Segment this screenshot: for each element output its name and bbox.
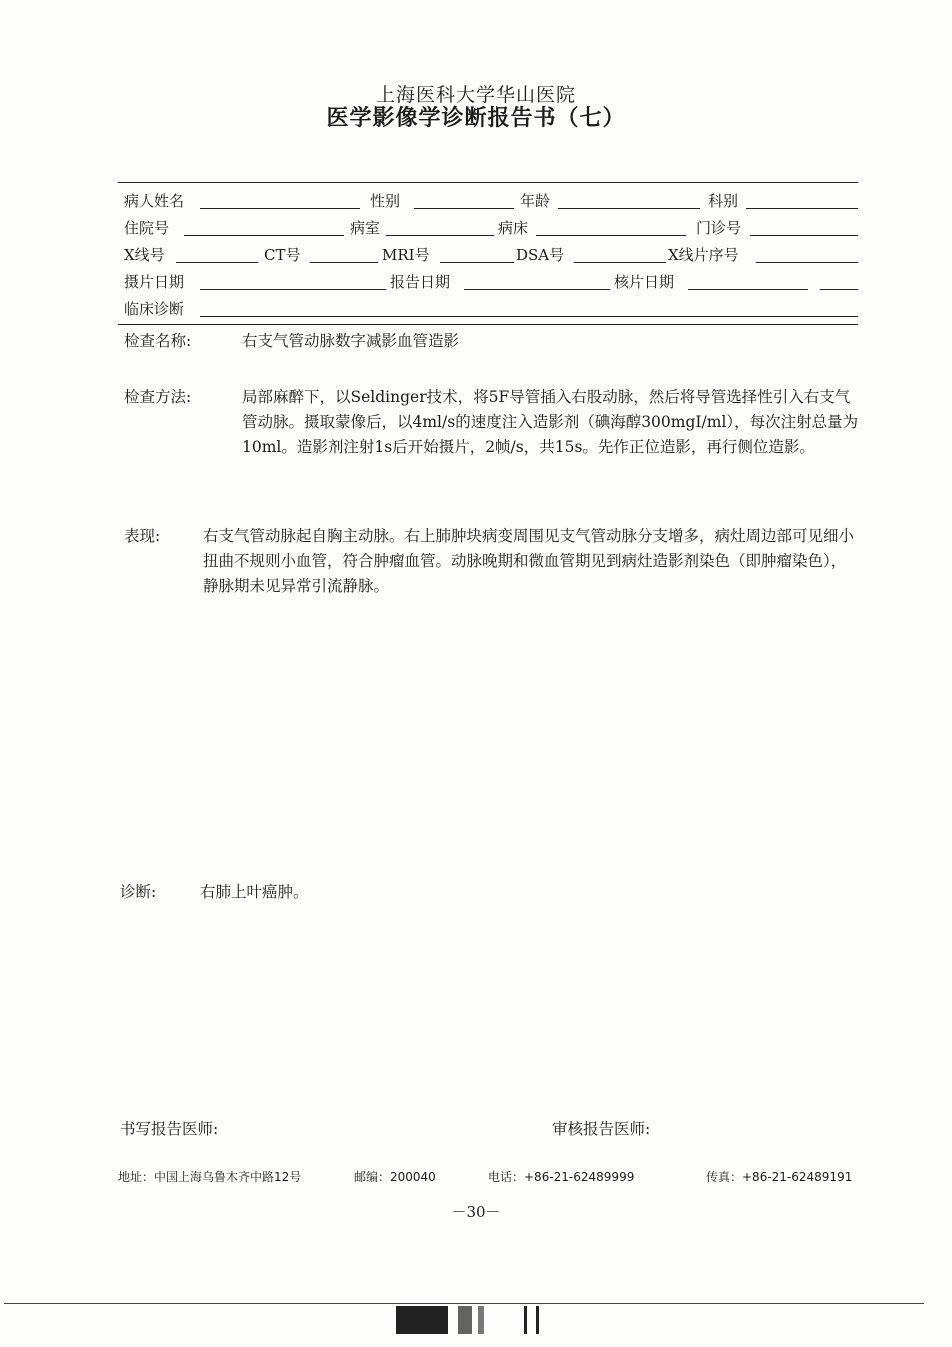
- scan-artifact-bar: [478, 1306, 484, 1334]
- exam-method-label: 检查方法:: [124, 388, 192, 406]
- field-age-label: 年龄: [520, 192, 551, 210]
- field-ward-line[interactable]: [386, 235, 494, 236]
- field-film-date-label: 摄片日期: [124, 273, 185, 291]
- field-row-2: [124, 217, 858, 239]
- field-bed-label: 病床: [498, 219, 529, 237]
- field-ct-no-line[interactable]: [310, 262, 378, 263]
- field-film-date-line[interactable]: [200, 289, 386, 290]
- footer-address: 地址：中国上海乌鲁木齐中路12号: [118, 1170, 302, 1184]
- report-reviewer-label: 审核报告医师:: [552, 1120, 651, 1138]
- scan-artifact-bar: [524, 1306, 527, 1334]
- field-patient-name-label: 病人姓名: [124, 192, 185, 210]
- field-department-line[interactable]: [746, 208, 858, 209]
- field-report-date-line[interactable]: [464, 289, 610, 290]
- field-report-date-label: 报告日期: [390, 273, 451, 291]
- report-writer-label: 书写报告医师:: [120, 1120, 219, 1138]
- header-rule-bottom: [118, 324, 858, 325]
- field-row-3: [124, 244, 858, 266]
- field-review-date-label: 核片日期: [614, 273, 675, 291]
- field-film-seq-label: X线片序号: [668, 246, 739, 264]
- field-dsa-no-label: DSA号: [516, 246, 565, 264]
- field-department-label: 科别: [708, 192, 739, 210]
- field-row-1: [124, 190, 858, 212]
- field-outpatient-no-line[interactable]: [750, 235, 858, 236]
- field-row-4: [124, 271, 858, 293]
- findings-label: 表现:: [124, 527, 161, 545]
- field-xray-no-label: X线号: [124, 246, 165, 264]
- footer-fax: 传真：+86-21-62489191: [706, 1170, 853, 1184]
- field-film-seq-line[interactable]: [756, 262, 858, 263]
- field-mri-no-line[interactable]: [440, 262, 514, 263]
- diagnosis-text: 右肺上叶癌肿。: [200, 883, 309, 901]
- field-review-date-line-extra: [820, 289, 858, 290]
- exam-name-value: 右支气管动脉数字减影血管造影: [242, 332, 460, 350]
- field-inpatient-no-label: 住院号: [124, 219, 170, 237]
- field-bed-line[interactable]: [536, 235, 686, 236]
- exam-name-label: 检查名称:: [124, 332, 192, 350]
- field-outpatient-no-label: 门诊号: [696, 219, 742, 237]
- hospital-name: 上海医科大学华山医院: [375, 84, 576, 106]
- field-sex-line[interactable]: [414, 208, 514, 209]
- footer-phone: 电话：+86-21-62489999: [488, 1170, 635, 1184]
- report-title: 医学影像学诊断报告书（七）: [326, 106, 626, 131]
- field-clinical-diagnosis-label: 临床诊断: [124, 300, 185, 318]
- field-inpatient-no-line[interactable]: [184, 235, 344, 236]
- diagnosis-label: 诊断:: [120, 883, 157, 901]
- exam-method-text: 局部麻醉下，以Seldinger技术，将5F导管插入右股动脉，然后将导管选择性引入右支气管动脉。摄取蒙像后，以4ml/s的速度注入造影剂（碘海醇300mgI/ml），每次注射总量为10ml。造影剂注射1s后开始摄片，2帧/s，共15s。先作正位造影，再行侧位造影。: [242, 388, 859, 456]
- scan-artifact-bar: [396, 1306, 448, 1334]
- field-ct-no-label: CT号: [264, 246, 301, 264]
- findings-text: 右支气管动脉起自胸主动脉。右上肺肿块病变周围见支气管动脉分支增多，病灶周边部可见细小扭曲不规则小血管，符合肿瘤血管。动脉晚期和微血管期见到病灶造影剂染色（即肿瘤染色），静脉期未见异常引流静脉。: [203, 527, 855, 595]
- field-age-line[interactable]: [558, 208, 700, 209]
- page-number: －30－: [451, 1203, 501, 1221]
- field-ward-label: 病室: [350, 219, 381, 237]
- field-dsa-no-line[interactable]: [574, 262, 666, 263]
- field-mri-no-label: MRI号: [382, 246, 430, 264]
- header-rule-top: [118, 182, 858, 183]
- field-patient-name-line[interactable]: [200, 208, 360, 209]
- scan-edge-line: [4, 1303, 924, 1304]
- field-xray-no-line[interactable]: [176, 262, 258, 263]
- field-row-5: [124, 298, 858, 320]
- footer-postcode: 邮编：200040: [354, 1170, 436, 1184]
- field-sex-label: 性别: [370, 192, 401, 210]
- scan-artifact-bar: [458, 1306, 472, 1334]
- scan-artifact-bar: [536, 1306, 539, 1334]
- field-clinical-diagnosis-line[interactable]: [200, 316, 858, 317]
- field-review-date-line[interactable]: [688, 289, 808, 290]
